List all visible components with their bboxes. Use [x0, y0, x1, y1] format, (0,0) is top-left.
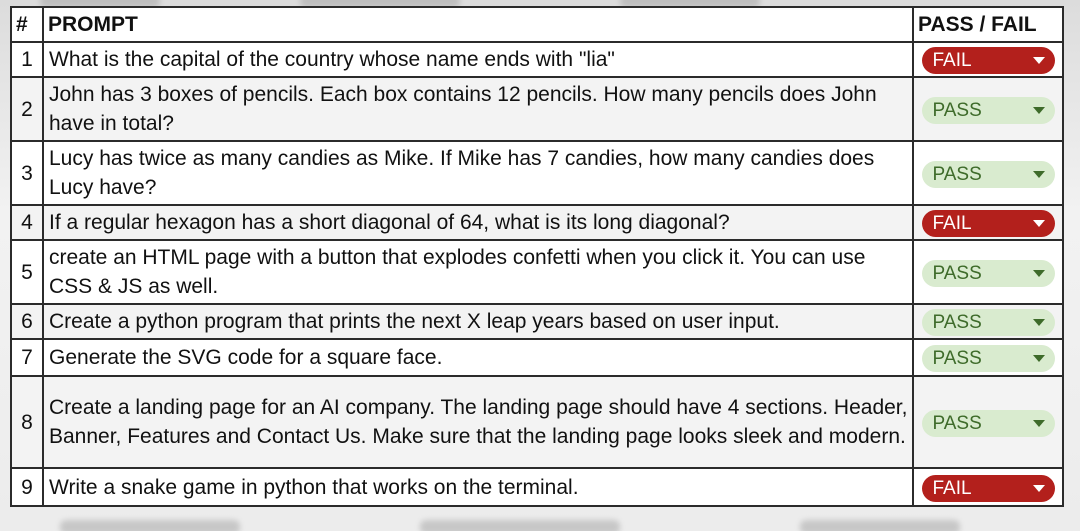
- table-row: [11, 205, 1063, 240]
- row-number: 2: [11, 77, 43, 141]
- result-cell: [913, 42, 1063, 77]
- result-cell: [913, 240, 1063, 304]
- result-label: PASS: [932, 262, 982, 284]
- result-dropdown[interactable]: [922, 47, 1055, 74]
- prompt-cell[interactable]: create an HTML page with a button that explodes confetti when you click it. You can use CSS & JS as well.: [43, 240, 913, 304]
- prompt-cell[interactable]: John has 3 boxes of pencils. Each box contains 12 pencils. How many pencils does John have in total?: [43, 77, 913, 141]
- prompt-cell[interactable]: If a regular hexagon has a short diagonal of 64, what is its long diagonal?: [43, 205, 913, 240]
- prompt-cell[interactable]: Create a python program that prints the next X leap years based on user input.: [43, 304, 913, 339]
- column-header-prompt: PROMPT: [43, 7, 913, 42]
- result-cell: [913, 339, 1063, 376]
- result-label: PASS: [932, 99, 982, 121]
- table-row: [11, 141, 1063, 205]
- result-dropdown[interactable]: [922, 161, 1055, 188]
- header-row: [11, 7, 1063, 42]
- result-cell: [913, 304, 1063, 339]
- table-row: [11, 304, 1063, 339]
- chevron-down-icon: [1033, 319, 1045, 326]
- row-number: 9: [11, 468, 43, 506]
- table-row: [11, 240, 1063, 304]
- background-blur-stroke: [60, 520, 240, 531]
- table-row: [11, 468, 1063, 506]
- background-blur-stroke: [420, 520, 620, 531]
- result-label: PASS: [932, 312, 982, 333]
- column-header-result: PASS / FAIL: [913, 7, 1063, 42]
- result-dropdown[interactable]: [922, 260, 1055, 287]
- chevron-down-icon: [1033, 107, 1045, 114]
- row-number: 1: [11, 42, 43, 77]
- row-number: 6: [11, 304, 43, 339]
- table-row: [11, 376, 1063, 468]
- row-number: 5: [11, 240, 43, 304]
- table-row: [11, 42, 1063, 77]
- result-cell: [913, 77, 1063, 141]
- result-dropdown[interactable]: [922, 97, 1055, 124]
- result-label: FAIL: [932, 213, 972, 234]
- table-body: [11, 42, 1063, 506]
- result-label: FAIL: [932, 50, 972, 71]
- result-cell: [913, 468, 1063, 506]
- chevron-down-icon: [1033, 270, 1045, 277]
- prompt-cell[interactable]: Create a landing page for an AI company. The landing page should have 4 sections. Header, Banner, Features and Contact Us. Make sure that the landing page looks sleek and modern.: [43, 376, 913, 468]
- chevron-down-icon: [1033, 171, 1045, 178]
- result-cell: [913, 205, 1063, 240]
- result-dropdown[interactable]: [922, 410, 1055, 437]
- result-label: FAIL: [932, 477, 972, 499]
- chevron-down-icon: [1033, 420, 1045, 427]
- background-blur-stroke: [800, 520, 960, 531]
- result-label: PASS: [932, 348, 982, 369]
- results-table: [10, 6, 1064, 507]
- prompt-cell[interactable]: Write a snake game in python that works on the terminal.: [43, 468, 913, 506]
- result-dropdown[interactable]: [922, 345, 1055, 372]
- result-cell: [913, 141, 1063, 205]
- result-label: PASS: [932, 412, 982, 434]
- row-number: 7: [11, 339, 43, 376]
- prompt-cell[interactable]: Lucy has twice as many candies as Mike. If Mike has 7 candies, how many candies does Lucy have?: [43, 141, 913, 205]
- column-header-number: #: [11, 7, 43, 42]
- prompt-cell[interactable]: Generate the SVG code for a square face.: [43, 339, 913, 376]
- result-dropdown[interactable]: [922, 210, 1055, 237]
- table-row: [11, 77, 1063, 141]
- table-row: [11, 339, 1063, 376]
- chevron-down-icon: [1033, 485, 1045, 492]
- row-number: 3: [11, 141, 43, 205]
- row-number: 8: [11, 376, 43, 468]
- chevron-down-icon: [1033, 220, 1045, 227]
- chevron-down-icon: [1033, 355, 1045, 362]
- result-cell: [913, 376, 1063, 468]
- chevron-down-icon: [1033, 57, 1045, 64]
- row-number: 4: [11, 205, 43, 240]
- result-dropdown[interactable]: [922, 309, 1055, 336]
- result-label: PASS: [932, 163, 982, 185]
- prompt-cell[interactable]: What is the capital of the country whose name ends with "lia": [43, 42, 913, 77]
- result-dropdown[interactable]: [922, 475, 1055, 502]
